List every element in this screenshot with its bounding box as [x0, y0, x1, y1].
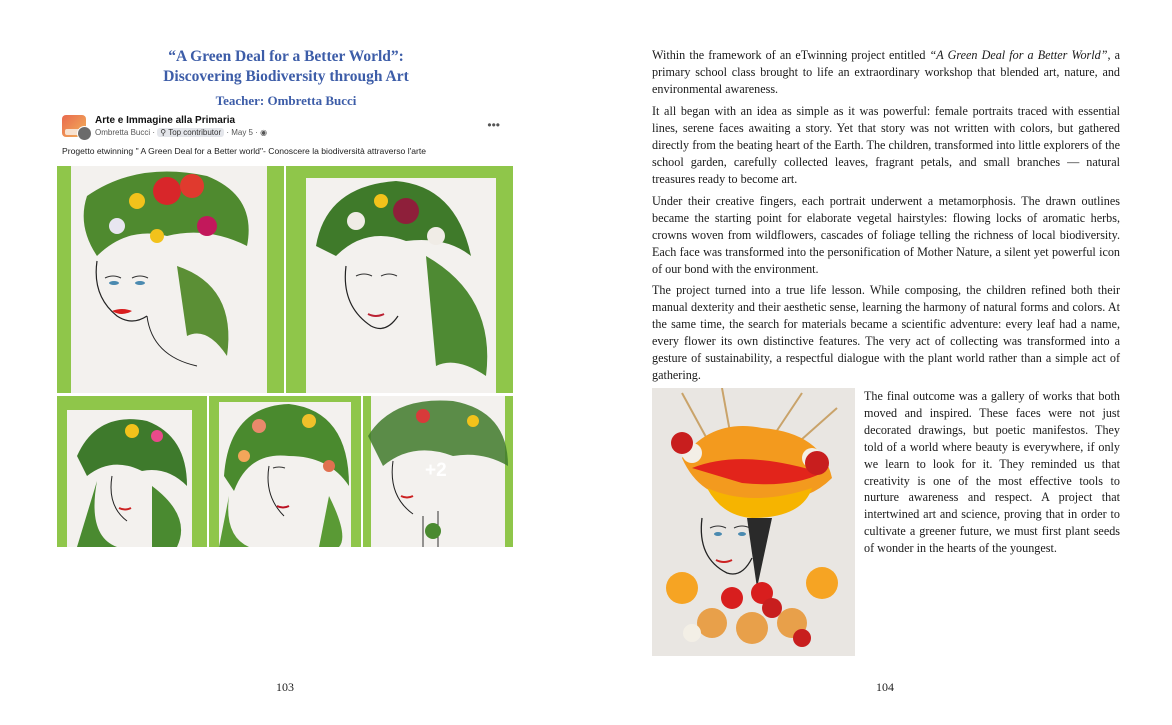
top-contributor-badge: [157, 128, 224, 137]
artwork-photo-4: [209, 396, 361, 547]
paragraph-2: It all began with an idea as simple as it was powerful: female portraits traced with essential lines, serene faces awaiting a story. Yet that story was not written with colors, but gathered directly from the beating heart of the Earth. The children, transformed into little explorers of the school garden, carefully collected leaves, fragrant petals, and small branches — natural treasures ready to become art.: [652, 104, 1120, 186]
artwork-photo-2: [286, 166, 513, 393]
paragraph-3: Under their creative fingers, each portrait underwent a metamorphosis. The drawn outlines became the starting point for elaborate vegetal hairstyles: flowing locks of aromatic herbs, crowns woven from wildflowers, cascades of foliage telling the richness of local biodiversity. Each face was transformed into the personification of Mother Nature, a silent yet powerful icon of our bond with the environment.: [652, 194, 1120, 276]
artwork-photo-3: [57, 396, 207, 547]
page-number: 104: [876, 680, 894, 694]
badge-label: Top contributor: [168, 128, 222, 137]
post-date: May 5: [231, 128, 254, 137]
artwork-face-drawing: [286, 166, 513, 393]
paragraph-5: The final outcome was a gallery of works that both moved and inspired. These faces were not just decorated drawings, but poetic manifestos. They told of a world where beauty is everywhere, if only we learn to look for it. They reminded us that creativity is one of the most effective tools to nurture awareness and respect. A project that intertwined art and science, proving that in order to cultivate a greener future, we must first plant seeds of wonder in the hearts of the youngest.: [864, 389, 1120, 556]
page-number: 103: [276, 680, 294, 694]
facebook-post-header: [62, 114, 512, 144]
paragraph-1: Within the framework of an eTwinning project entitled “A Green Deal for a Better World”, a primary school class brought to life an extraordinary workshop that blended art, nature, and environmental awareness.: [652, 48, 1120, 96]
artwork-photo-1: [57, 166, 284, 393]
food-portrait-artwork: [652, 388, 855, 656]
teacher-line: Teacher: Ombretta Bucci: [215, 93, 357, 108]
post-caption: Progetto etwinning " A Green Deal for a Better world"- Conoscere la biodiversità attraverso l'arte: [62, 146, 427, 156]
artwork-photo-5: [363, 396, 513, 547]
page-title-line2: Discovering Biodiversity through Art: [163, 68, 409, 85]
artwork-face-drawing: [57, 166, 284, 393]
globe-icon: ◉: [260, 128, 268, 137]
post-meta: Ombretta Bucci · ⚲ Top contributor · May 5 · ◉: [95, 128, 268, 137]
author-avatar: [77, 126, 92, 141]
artwork-face-drawing: [57, 396, 207, 547]
more-photos-count: +2: [425, 460, 447, 481]
badge-icon: ⚲: [160, 128, 169, 137]
project-title: “A Green Deal for a Better World”: [929, 48, 1108, 62]
artwork-face-drawing: [209, 396, 361, 547]
more-options-icon: •••: [487, 118, 500, 132]
food-portrait-photo: [652, 388, 855, 656]
paragraph-4: The project turned into a true life lesson. While composing, the children refined both their manual dexterity and their aesthetic sense, learning the harmony of natural forms and colors. At the same time, the search for materials became a scientific adventure: every leaf had a name, every flower its own distinctive features. The very act of collecting was transformed into a gesture of sustainability, a respectful dialogue with the plant world rather than a simple act of gathering.: [652, 283, 1120, 382]
page-title-line1: “A Green Deal for a Better World”:: [168, 48, 404, 65]
group-name: Arte e Immagine alla Primaria: [95, 115, 236, 126]
author-name: Ombretta Bucci: [95, 128, 151, 137]
